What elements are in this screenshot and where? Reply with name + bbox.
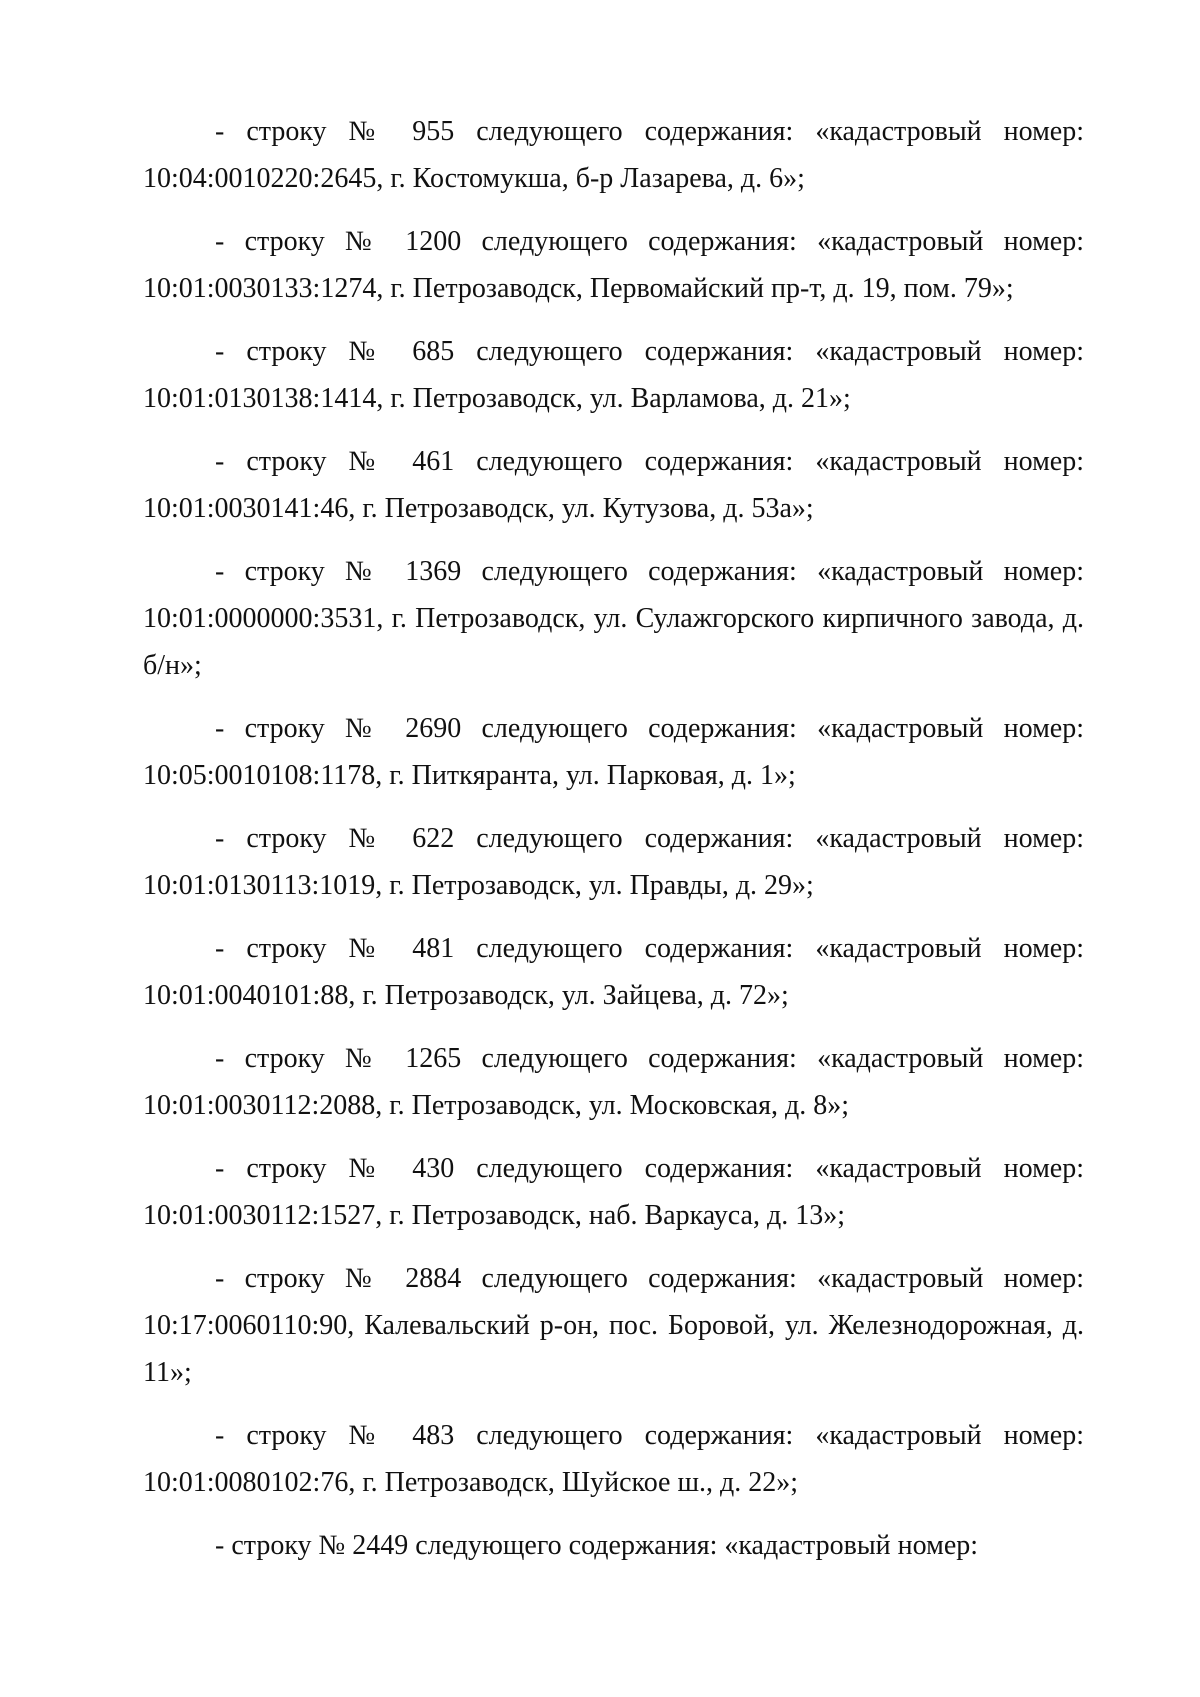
paragraph-text: - строку № 483 следующего содержания: «кадастровый номер: 10:01:0080102:76, г. Петрозаводск, Шуйское ш., д. 22»; — [143, 1420, 1084, 1498]
paragraph-row-2449 — [143, 1522, 1084, 1569]
paragraph-text: - строку № 2449 следующего содержания: «кадастровый номер: — [215, 1530, 979, 1561]
paragraph-text: - строку № 1200 следующего содержания: «кадастровый номер: 10:01:0030133:1274, г. Петрозаводск, Первомайский пр-т, д. 19, пом. 79»; — [143, 226, 1084, 304]
paragraph-row-2690 — [143, 705, 1084, 799]
paragraph-text: - строку № 955 следующего содержания: «кадастровый номер: 10:04:0010220:2645, г. Костомукша, б-р Лазарева, д. 6»; — [143, 116, 1084, 194]
paragraph-text: - строку № 1369 следующего содержания: «кадастровый номер: 10:01:0000000:3531, г. Петрозаводск, ул. Сулажгорского кирпичного завода, д. б/н»; — [143, 556, 1084, 681]
paragraph-row-1265 — [143, 1035, 1084, 1129]
paragraph-row-1369 — [143, 548, 1084, 689]
paragraph-text: - строку № 430 следующего содержания: «кадастровый номер: 10:01:0030112:1527, г. Петрозаводск, наб. Варкауса, д. 13»; — [143, 1153, 1084, 1231]
paragraph-row-955 — [143, 108, 1084, 202]
paragraph-row-481 — [143, 925, 1084, 1019]
paragraph-row-622 — [143, 815, 1084, 909]
paragraph-text: - строку № 685 следующего содержания: «кадастровый номер: 10:01:0130138:1414, г. Петрозаводск, ул. Варламова, д. 21»; — [143, 336, 1084, 414]
paragraph-row-461 — [143, 438, 1084, 532]
paragraph-text: - строку № 1265 следующего содержания: «кадастровый номер: 10:01:0030112:2088, г. Петрозаводск, ул. Московская, д. 8»; — [143, 1043, 1084, 1121]
paragraph-row-685 — [143, 328, 1084, 422]
paragraph-text: - строку № 622 следующего содержания: «кадастровый номер: 10:01:0130113:1019, г. Петрозаводск, ул. Правды, д. 29»; — [143, 823, 1084, 901]
paragraph-text: - строку № 2884 следующего содержания: «кадастровый номер: 10:17:0060110:90, Калевальский р-он, пос. Боровой, ул. Железнодорожная, д. 11»; — [143, 1263, 1084, 1388]
paragraph-row-483 — [143, 1412, 1084, 1506]
paragraph-row-1200 — [143, 218, 1084, 312]
paragraph-row-430 — [143, 1145, 1084, 1239]
document-body — [143, 108, 1084, 1585]
paragraph-text: - строку № 481 следующего содержания: «кадастровый номер: 10:01:0040101:88, г. Петрозаводск, ул. Зайцева, д. 72»; — [143, 933, 1084, 1011]
paragraph-row-2884 — [143, 1255, 1084, 1396]
paragraph-text: - строку № 2690 следующего содержания: «кадастровый номер: 10:05:0010108:1178, г. Питкяранта, ул. Парковая, д. 1»; — [143, 713, 1084, 791]
paragraph-text: - строку № 461 следующего содержания: «кадастровый номер: 10:01:0030141:46, г. Петрозаводск, ул. Кутузова, д. 53а»; — [143, 446, 1084, 524]
